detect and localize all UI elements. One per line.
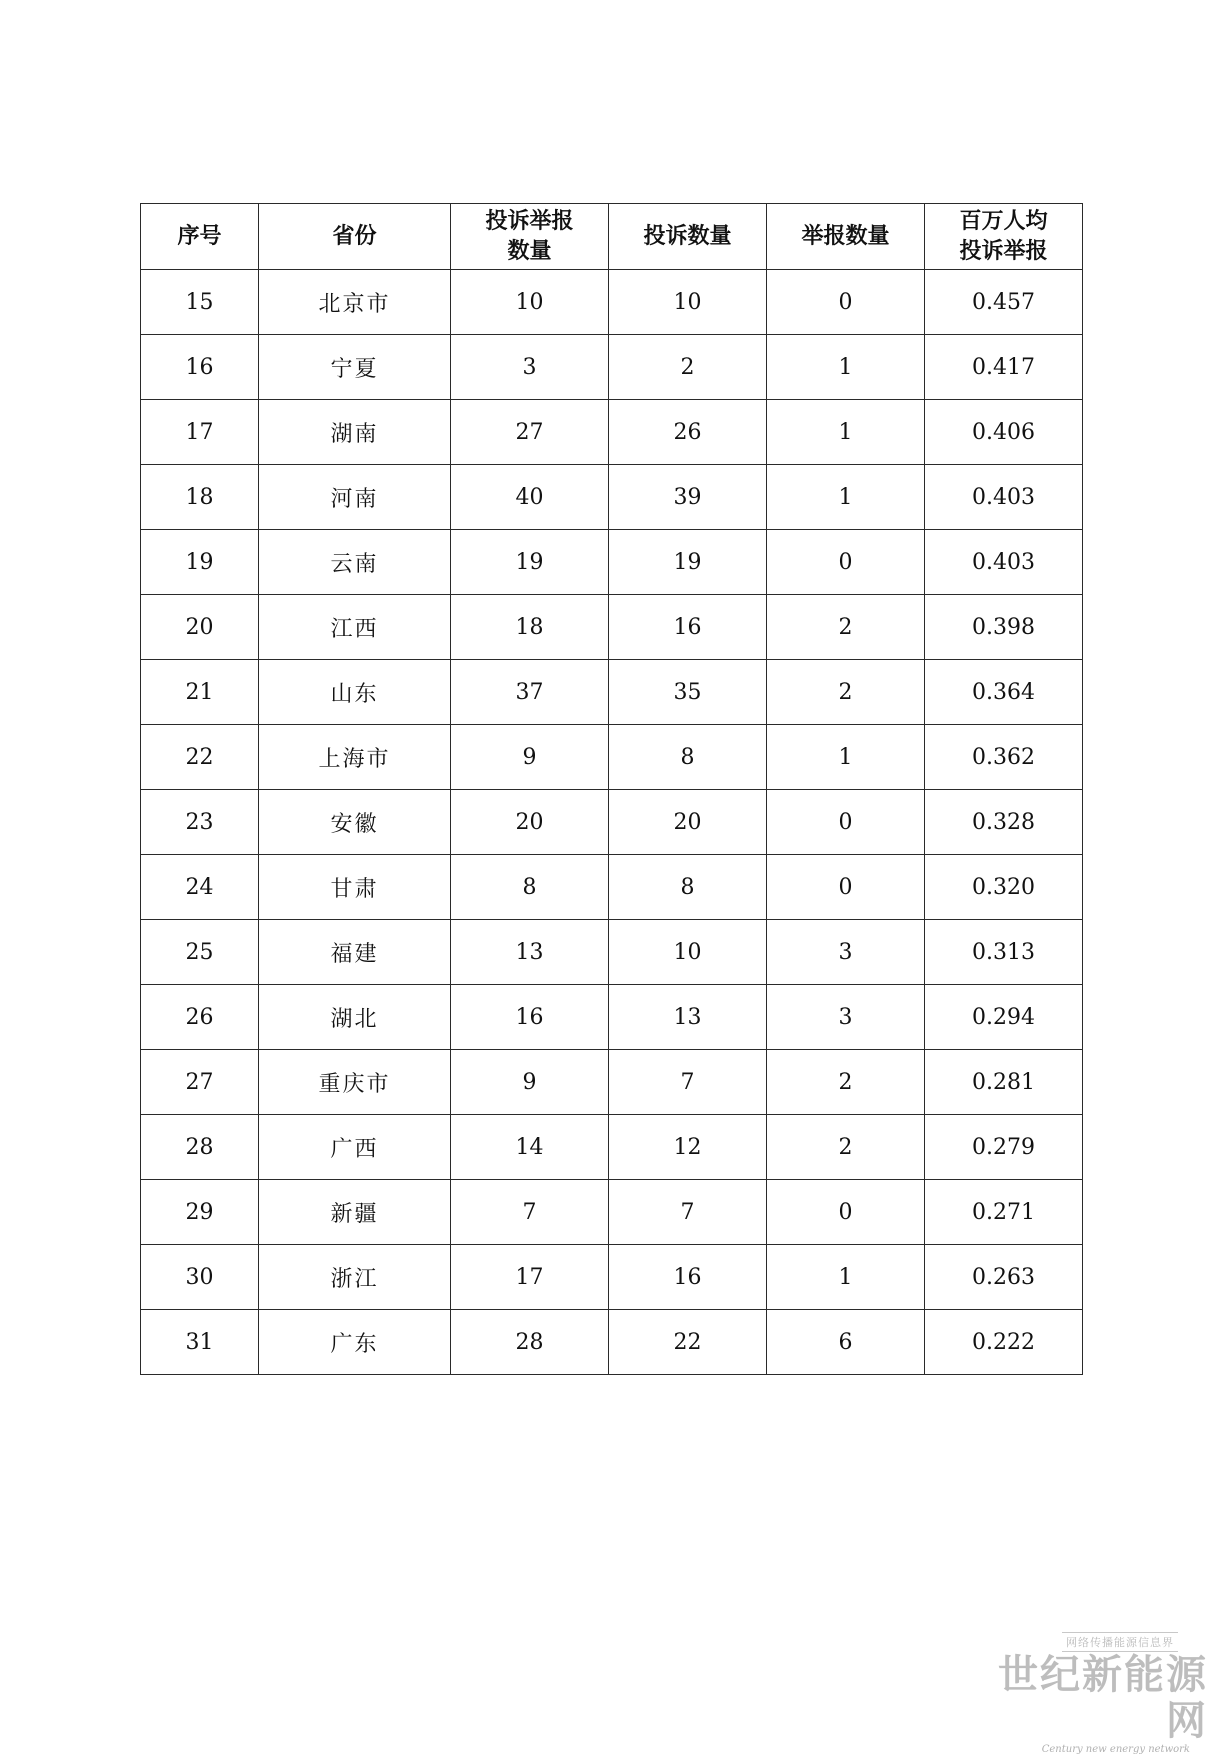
cell-complaints: 10 bbox=[609, 270, 767, 335]
cell-rank: 16 bbox=[141, 335, 259, 400]
cell-complaints: 10 bbox=[609, 920, 767, 985]
cell-reports: 1 bbox=[767, 400, 925, 465]
column-header bbox=[767, 204, 925, 270]
cell-complaints: 35 bbox=[609, 660, 767, 725]
cell-total: 28 bbox=[451, 1310, 609, 1375]
table-row bbox=[141, 270, 1083, 335]
cell-reports: 0 bbox=[767, 530, 925, 595]
table-row bbox=[141, 985, 1083, 1050]
cell-rank: 23 bbox=[141, 790, 259, 855]
cell-per-million: 0.313 bbox=[925, 920, 1083, 985]
cell-per-million: 0.294 bbox=[925, 985, 1083, 1050]
cell-total: 10 bbox=[451, 270, 609, 335]
column-header bbox=[925, 204, 1083, 270]
table-body bbox=[141, 270, 1083, 1375]
cell-reports: 2 bbox=[767, 1115, 925, 1180]
cell-rank: 25 bbox=[141, 920, 259, 985]
cell-total: 40 bbox=[451, 465, 609, 530]
cell-complaints: 39 bbox=[609, 465, 767, 530]
cell-per-million: 0.362 bbox=[925, 725, 1083, 790]
cell-complaints: 20 bbox=[609, 790, 767, 855]
cell-total: 16 bbox=[451, 985, 609, 1050]
cell-total: 19 bbox=[451, 530, 609, 595]
table-row bbox=[141, 530, 1083, 595]
table-row bbox=[141, 1115, 1083, 1180]
cell-total: 27 bbox=[451, 400, 609, 465]
watermark-title: 世纪新能源网 bbox=[998, 1651, 1208, 1744]
column-header bbox=[259, 204, 451, 270]
cell-per-million: 0.328 bbox=[925, 790, 1083, 855]
cell-rank: 27 bbox=[141, 1050, 259, 1115]
cell-total: 37 bbox=[451, 660, 609, 725]
cell-province: 浙江 bbox=[259, 1245, 451, 1310]
cell-total: 18 bbox=[451, 595, 609, 660]
cell-rank: 24 bbox=[141, 855, 259, 920]
cell-rank: 21 bbox=[141, 660, 259, 725]
cell-reports: 1 bbox=[767, 465, 925, 530]
cell-complaints: 22 bbox=[609, 1310, 767, 1375]
cell-per-million: 0.271 bbox=[925, 1180, 1083, 1245]
table-row bbox=[141, 855, 1083, 920]
cell-total: 9 bbox=[451, 1050, 609, 1115]
cell-province: 上海市 bbox=[259, 725, 451, 790]
cell-reports: 2 bbox=[767, 1050, 925, 1115]
cell-province: 广西 bbox=[259, 1115, 451, 1180]
cell-per-million: 0.417 bbox=[925, 335, 1083, 400]
cell-province: 河南 bbox=[259, 465, 451, 530]
cell-per-million: 0.320 bbox=[925, 855, 1083, 920]
cell-total: 20 bbox=[451, 790, 609, 855]
cell-province: 湖南 bbox=[259, 400, 451, 465]
cell-per-million: 0.398 bbox=[925, 595, 1083, 660]
table-row bbox=[141, 465, 1083, 530]
cell-province: 甘肃 bbox=[259, 855, 451, 920]
cell-rank: 15 bbox=[141, 270, 259, 335]
table-row bbox=[141, 920, 1083, 985]
cell-reports: 3 bbox=[767, 985, 925, 1050]
cell-province: 山东 bbox=[259, 660, 451, 725]
cell-reports: 1 bbox=[767, 725, 925, 790]
column-header-line: 序号 bbox=[177, 223, 222, 249]
cell-per-million: 0.457 bbox=[925, 270, 1083, 335]
column-header-line: 投诉数量 bbox=[643, 223, 732, 249]
cell-complaints: 8 bbox=[609, 725, 767, 790]
cell-rank: 20 bbox=[141, 595, 259, 660]
cell-province: 安徽 bbox=[259, 790, 451, 855]
column-header-line: 百万人均 bbox=[959, 208, 1048, 234]
table-row bbox=[141, 1245, 1083, 1310]
cell-rank: 17 bbox=[141, 400, 259, 465]
cell-rank: 29 bbox=[141, 1180, 259, 1245]
cell-province: 湖北 bbox=[259, 985, 451, 1050]
complaint-statistics-table bbox=[140, 203, 1083, 1375]
column-header-line: 投诉举报 bbox=[959, 238, 1048, 264]
cell-rank: 22 bbox=[141, 725, 259, 790]
cell-complaints: 2 bbox=[609, 335, 767, 400]
cell-province: 宁夏 bbox=[259, 335, 451, 400]
cell-rank: 19 bbox=[141, 530, 259, 595]
column-header-line: 省份 bbox=[332, 223, 377, 249]
cell-province: 北京市 bbox=[259, 270, 451, 335]
cell-province: 新疆 bbox=[259, 1180, 451, 1245]
table-row bbox=[141, 725, 1083, 790]
table-row bbox=[141, 660, 1083, 725]
cell-per-million: 0.222 bbox=[925, 1310, 1083, 1375]
cell-rank: 18 bbox=[141, 465, 259, 530]
cell-rank: 30 bbox=[141, 1245, 259, 1310]
column-header-line: 举报数量 bbox=[801, 223, 890, 249]
cell-reports: 1 bbox=[767, 1245, 925, 1310]
cell-complaints: 26 bbox=[609, 400, 767, 465]
table-row bbox=[141, 400, 1083, 465]
table-header bbox=[141, 204, 1083, 270]
watermark-subtitle: Century new energy network bbox=[1041, 1744, 1190, 1755]
cell-total: 17 bbox=[451, 1245, 609, 1310]
cell-rank: 28 bbox=[141, 1115, 259, 1180]
table-row bbox=[141, 595, 1083, 660]
cell-reports: 2 bbox=[767, 660, 925, 725]
cell-province: 重庆市 bbox=[259, 1050, 451, 1115]
cell-per-million: 0.403 bbox=[925, 465, 1083, 530]
column-header bbox=[141, 204, 259, 270]
cell-total: 8 bbox=[451, 855, 609, 920]
table-row bbox=[141, 790, 1083, 855]
cell-total: 13 bbox=[451, 920, 609, 985]
cell-per-million: 0.364 bbox=[925, 660, 1083, 725]
cell-total: 7 bbox=[451, 1180, 609, 1245]
cell-total: 3 bbox=[451, 335, 609, 400]
table-row bbox=[141, 1050, 1083, 1115]
cell-reports: 0 bbox=[767, 790, 925, 855]
cell-per-million: 0.279 bbox=[925, 1115, 1083, 1180]
table-row bbox=[141, 1180, 1083, 1245]
cell-reports: 0 bbox=[767, 855, 925, 920]
table-row bbox=[141, 1310, 1083, 1375]
table-header-row bbox=[141, 204, 1083, 270]
cell-reports: 2 bbox=[767, 595, 925, 660]
cell-complaints: 16 bbox=[609, 595, 767, 660]
column-header-line: 投诉举报 bbox=[485, 208, 574, 234]
cell-complaints: 7 bbox=[609, 1180, 767, 1245]
column-header bbox=[609, 204, 767, 270]
column-header bbox=[451, 204, 609, 270]
cell-reports: 1 bbox=[767, 335, 925, 400]
column-header-line: 数量 bbox=[507, 238, 552, 264]
cell-rank: 26 bbox=[141, 985, 259, 1050]
cell-per-million: 0.403 bbox=[925, 530, 1083, 595]
watermark-logo bbox=[968, 1631, 1208, 1755]
cell-per-million: 0.406 bbox=[925, 400, 1083, 465]
cell-province: 广东 bbox=[259, 1310, 451, 1375]
cell-total: 14 bbox=[451, 1115, 609, 1180]
cell-per-million: 0.263 bbox=[925, 1245, 1083, 1310]
cell-province: 江西 bbox=[259, 595, 451, 660]
cell-per-million: 0.281 bbox=[925, 1050, 1083, 1115]
cell-complaints: 13 bbox=[609, 985, 767, 1050]
cell-complaints: 7 bbox=[609, 1050, 767, 1115]
cell-rank: 31 bbox=[141, 1310, 259, 1375]
cell-reports: 6 bbox=[767, 1310, 925, 1375]
table-row bbox=[141, 335, 1083, 400]
cell-complaints: 19 bbox=[609, 530, 767, 595]
cell-complaints: 8 bbox=[609, 855, 767, 920]
watermark-tagline: 网络传播能源信息界 bbox=[1062, 1632, 1178, 1652]
cell-province: 福建 bbox=[259, 920, 451, 985]
cell-complaints: 16 bbox=[609, 1245, 767, 1310]
cell-total: 9 bbox=[451, 725, 609, 790]
cell-reports: 0 bbox=[767, 270, 925, 335]
cell-complaints: 12 bbox=[609, 1115, 767, 1180]
cell-province: 云南 bbox=[259, 530, 451, 595]
cell-reports: 0 bbox=[767, 1180, 925, 1245]
cell-reports: 3 bbox=[767, 920, 925, 985]
